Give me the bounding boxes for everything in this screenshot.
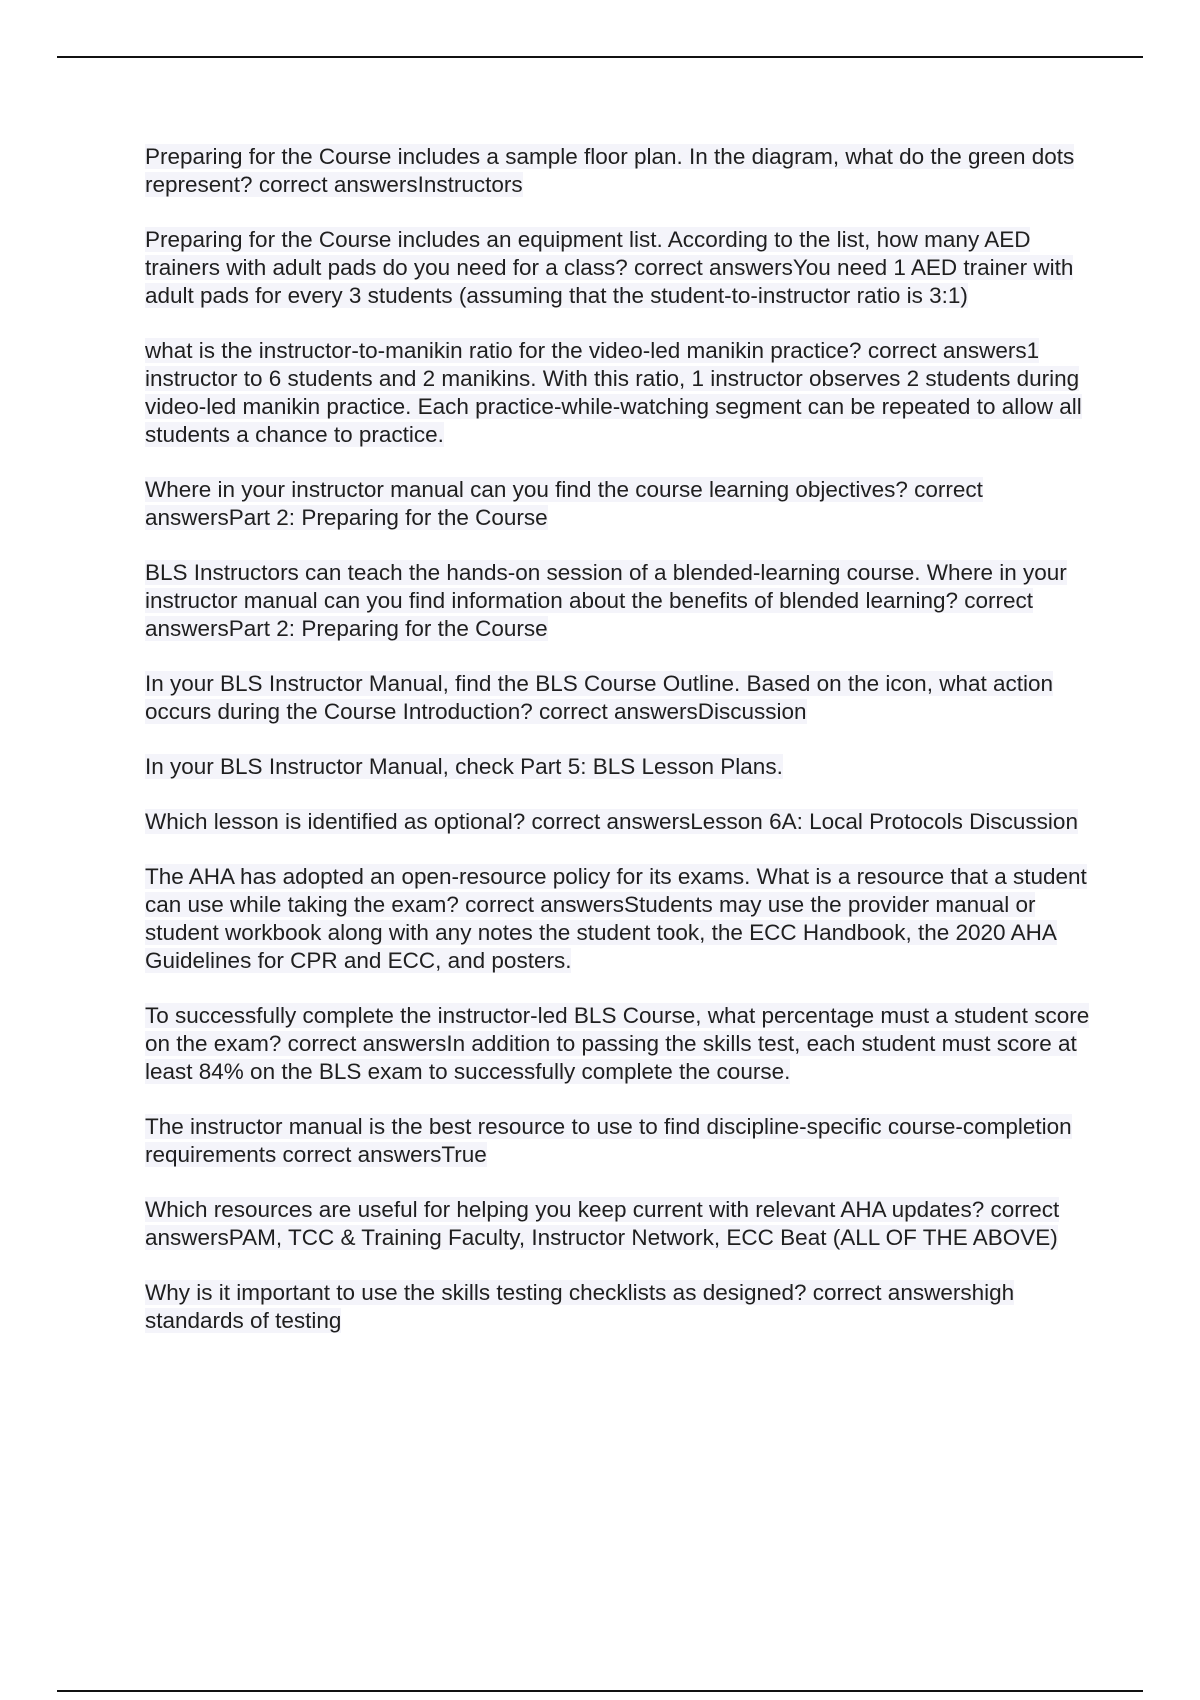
top-rule (57, 56, 1143, 58)
qa-paragraph: Which lesson is identified as optional? correct answersLesson 6A: Local Protocols Discussion (145, 809, 1078, 834)
qa-paragraph: The instructor manual is the best resource to use to find discipline-specific course-completion requirements correct answersTrue (145, 1114, 1072, 1167)
qa-paragraph: In your BLS Instructor Manual, find the BLS Course Outline. Based on the icon, what action occurs during the Course Introduction? correct answersDiscussion (145, 671, 1054, 724)
qa-paragraph: what is the instructor-to-manikin ratio for the video-led manikin practice? correct answers1 instructor to 6 students and 2 manikins. With this ratio, 1 instructor observes 2 students during video-led manikin practice. Each practice-while-watching segment can be repeated to allow all students a chance to practice. (145, 338, 1082, 447)
qa-paragraph: Preparing for the Course includes a sample floor plan. In the diagram, what do the green dots represent? correct answersInstructors (145, 144, 1075, 197)
qa-paragraph: Where in your instructor manual can you find the course learning objectives? correct answersPart 2: Preparing for the Course (145, 477, 983, 530)
qa-paragraph: To successfully complete the instructor-led BLS Course, what percentage must a student score on the exam? correct answersIn addition to passing the skills test, each student must score at least 84% on the BLS exam to successfully complete the course. (145, 1003, 1090, 1084)
qa-paragraph: In your BLS Instructor Manual, check Part 5: BLS Lesson Plans. (145, 754, 783, 779)
qa-paragraph: Preparing for the Course includes an equipment list. According to the list, how many AED trainers with adult pads do you need for a class? correct answersYou need 1 AED trainer with adult pads for every 3 students (assuming that the student-to-instructor ratio is 3:1) (145, 227, 1074, 308)
document-body (145, 143, 1090, 1362)
qa-paragraph: BLS Instructors can teach the hands-on session of a blended-learning course. Where in your instructor manual can you find information about the benefits of blended learning? correct answersPart 2: Preparing for the Course (145, 560, 1067, 641)
bottom-rule (57, 1690, 1143, 1692)
qa-paragraph: Which resources are useful for helping you keep current with relevant AHA updates? correct answersPAM, TCC & Training Faculty, Instructor Network, ECC Beat (ALL OF THE ABOVE) (145, 1197, 1060, 1250)
qa-paragraph: The AHA has adopted an open-resource policy for its exams. What is a resource that a student can use while taking the exam? correct answersStudents may use the provider manual or student workbook along with any notes the student took, the ECC Handbook, the 2020 AHA Guidelines for CPR and ECC, and posters. (145, 864, 1087, 973)
qa-paragraph: Why is it important to use the skills testing checklists as designed? correct answershigh standards of testing (145, 1280, 1015, 1333)
